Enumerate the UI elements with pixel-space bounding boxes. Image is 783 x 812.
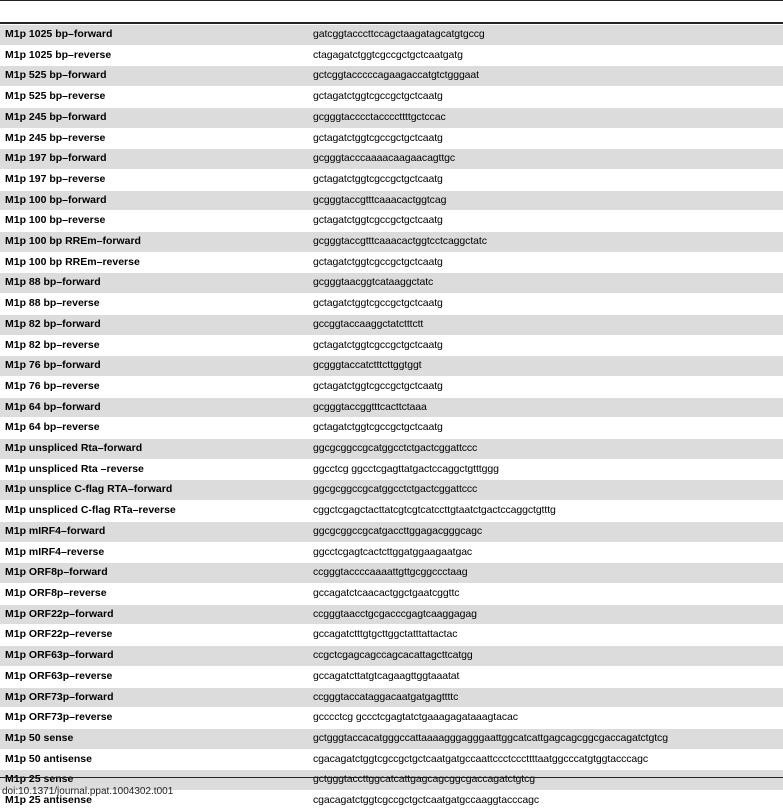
primer-name: M1p 245 bp–forward — [0, 107, 308, 128]
primer-name: M1p ORF8p–forward — [0, 563, 308, 584]
primer-sequence: gcgggtaacggtcataaggctatc — [308, 273, 783, 294]
primer-name: M1p mIRF4–forward — [0, 521, 308, 542]
primer-name: M1p 88 bp–reverse — [0, 294, 308, 315]
primer-name: M1p unspliced Rta–forward — [0, 439, 308, 460]
primer-sequence: gcgggtaccgtttcaaacactggtcctcaggctatc — [308, 232, 783, 253]
table-row — [0, 149, 783, 170]
table-row — [0, 604, 783, 625]
primer-name: M1p 100 bp–reverse — [0, 211, 308, 232]
primer-sequence: gctagatctggtcgccgctgctcaatg — [308, 128, 783, 149]
table-row — [0, 563, 783, 584]
primer-sequence: gccagatctcaacactggctgaatcggttc — [308, 583, 783, 604]
table-row — [0, 45, 783, 66]
table-row — [0, 480, 783, 501]
primer-sequence: gccggtaccaaggctatctttctt — [308, 314, 783, 335]
primer-table — [0, 25, 783, 812]
primer-name: M1p ORF22p–reverse — [0, 625, 308, 646]
primer-sequence: gccagatctttgtgcttggctatttattactac — [308, 625, 783, 646]
primer-name: M1p 50 sense — [0, 728, 308, 749]
table-row — [0, 356, 783, 377]
table-row — [0, 625, 783, 646]
primer-name: M1p 525 bp–reverse — [0, 87, 308, 108]
primer-sequence: cgacagatctggtcgccgctgctcaatgatgccaattccctcccttttaatggcccatgtggtacccagc — [308, 749, 783, 770]
primer-name: M1p 25 sense — [0, 770, 308, 791]
primer-name: M1p 525 bp–forward — [0, 66, 308, 87]
table-row — [0, 666, 783, 687]
primer-sequence: ccgggtaccccaaaattgttgcggccctaag — [308, 563, 783, 584]
primer-sequence: gctagatctggtcgccgctgctcaatg — [308, 252, 783, 273]
primer-sequence: ggcctcgagtcactcttggatggaagaatgac — [308, 542, 783, 563]
primer-name: M1p 1025 bp–forward — [0, 25, 308, 45]
primer-name: M1p 76 bp–forward — [0, 356, 308, 377]
table-row — [0, 583, 783, 604]
primer-name: M1p ORF22p–forward — [0, 604, 308, 625]
primer-name: M1p 76 bp–reverse — [0, 376, 308, 397]
primer-sequence: gctagatctggtcgccgctgctcaatg — [308, 376, 783, 397]
primer-name: M1p unsplice C-flag RTA–forward — [0, 480, 308, 501]
primer-name: M1p ORF8p–reverse — [0, 583, 308, 604]
primer-name: M1p 88 bp–forward — [0, 273, 308, 294]
primer-name: M1p 197 bp–reverse — [0, 169, 308, 190]
primer-sequence: ggcgcggccgcatggcctctgactcggattccc — [308, 480, 783, 501]
primer-sequence: gctagatctggtcgccgctgctcaatg — [308, 418, 783, 439]
table-row — [0, 501, 783, 522]
primer-name: M1p ORF73p–reverse — [0, 708, 308, 729]
table-row — [0, 232, 783, 253]
primer-sequence: gctagatctggtcgccgctgctcaatg — [308, 294, 783, 315]
doi-caption[interactable]: doi:10.1371/journal.ppat.1004302.t001 — [2, 786, 174, 797]
table-row — [0, 397, 783, 418]
primer-name: M1p 197 bp–forward — [0, 149, 308, 170]
table-row — [0, 542, 783, 563]
table-row — [0, 728, 783, 749]
table-row — [0, 687, 783, 708]
primer-name: M1p 100 bp RREm–reverse — [0, 252, 308, 273]
primer-sequence: ggcgcggccgcatggcctctgactcggattccc — [308, 439, 783, 460]
primer-name: M1p 64 bp–reverse — [0, 418, 308, 439]
table-row — [0, 708, 783, 729]
primer-sequence: gatcggtacccttccagctaagatagcatgtgccg — [308, 25, 783, 45]
primer-sequence: gcgggtaccggtttcacttctaaa — [308, 397, 783, 418]
table-row — [0, 107, 783, 128]
primer-sequence: ccgctcgagcagccagcacattagcttcatgg — [308, 646, 783, 667]
primer-table-body — [0, 25, 783, 811]
table-row — [0, 521, 783, 542]
table-row — [0, 314, 783, 335]
primer-sequence: gctagatctggtcgccgctgctcaatg — [308, 87, 783, 108]
table-row — [0, 418, 783, 439]
table-row — [0, 376, 783, 397]
primer-name: M1p 82 bp–forward — [0, 314, 308, 335]
primer-name: M1p 50 antisense — [0, 749, 308, 770]
primer-sequence: gctgggtaccttggcatcattgagcagcggcgaccagatctgtcg — [308, 770, 783, 791]
primer-sequence: cgacagatctggtcgccgctgctcaatgatgccaaggtacccagc — [308, 791, 783, 812]
primer-sequence: gctgggtaccacatgggccattaaaagggagggaattggcatcattgagcagcggcgaccagatctgtcg — [308, 728, 783, 749]
primer-sequence: cggctcgagctacttatcgtcgtcatccttgtaatctgactccaggctgtttg — [308, 501, 783, 522]
table-bottom-rule — [0, 777, 783, 778]
primer-name: M1p 64 bp–forward — [0, 397, 308, 418]
table-row — [0, 211, 783, 232]
primer-name: M1p ORF63p–reverse — [0, 666, 308, 687]
table-row — [0, 294, 783, 315]
primer-sequence: gctagatctggtcgccgctgctcaatg — [308, 335, 783, 356]
primer-sequence: gcgggtaccatctttcttggtggt — [308, 356, 783, 377]
table-row — [0, 273, 783, 294]
table-header-band — [0, 0, 783, 24]
table-row — [0, 87, 783, 108]
primer-name: M1p ORF63p–forward — [0, 646, 308, 667]
primer-name: M1p unspliced C-flag RTa–reverse — [0, 501, 308, 522]
primer-sequence: gccagatcttatgtcagaagttggtaaatat — [308, 666, 783, 687]
table-row — [0, 190, 783, 211]
primer-sequence: gcccctcg gccctcgagtatctgaaagagataaagtacac — [308, 708, 783, 729]
primer-sequence: gctagatctggtcgccgctgctcaatg — [308, 169, 783, 190]
primer-sequence: gcgggtaccgtttcaaacactggtcag — [308, 190, 783, 211]
primer-name: M1p 25 antisense — [0, 791, 308, 812]
table-row — [0, 459, 783, 480]
primer-sequence: ctagagatctggtcgccgctgctcaatgatg — [308, 45, 783, 66]
primer-name: M1p mIRF4–reverse — [0, 542, 308, 563]
primer-sequence: ggcctcg ggcctcgagttatgactccaggctgtttggg — [308, 459, 783, 480]
primer-name: M1p 100 bp RREm–forward — [0, 232, 308, 253]
primer-sequence: gcgggtacccctaccccttttgctccac — [308, 107, 783, 128]
primer-sequence: ggcgcggccgcatgaccttggagacgggcagc — [308, 521, 783, 542]
primer-name: M1p ORF73p–forward — [0, 687, 308, 708]
primer-name: M1p unspliced Rta –reverse — [0, 459, 308, 480]
primer-sequence: gctagatctggtcgccgctgctcaatg — [308, 211, 783, 232]
table-row — [0, 128, 783, 149]
table-row — [0, 335, 783, 356]
table-row — [0, 169, 783, 190]
table-row — [0, 646, 783, 667]
primer-sequence: ccgggtaacctgcgacccgagtcaaggagag — [308, 604, 783, 625]
table-row — [0, 66, 783, 87]
table-row — [0, 439, 783, 460]
primer-name: M1p 1025 bp–reverse — [0, 45, 308, 66]
table-row — [0, 25, 783, 45]
table-row — [0, 749, 783, 770]
primer-sequence: gcgggtacccaaaacaagaacagttgc — [308, 149, 783, 170]
table-row — [0, 252, 783, 273]
primer-sequence: gctcggtacccccagaagaccatgtctgggaat — [308, 66, 783, 87]
primer-name: M1p 82 bp–reverse — [0, 335, 308, 356]
primer-name: M1p 100 bp–forward — [0, 190, 308, 211]
primer-sequence: ccgggtaccataggacaatgatgagttttc — [308, 687, 783, 708]
primer-name: M1p 245 bp–reverse — [0, 128, 308, 149]
